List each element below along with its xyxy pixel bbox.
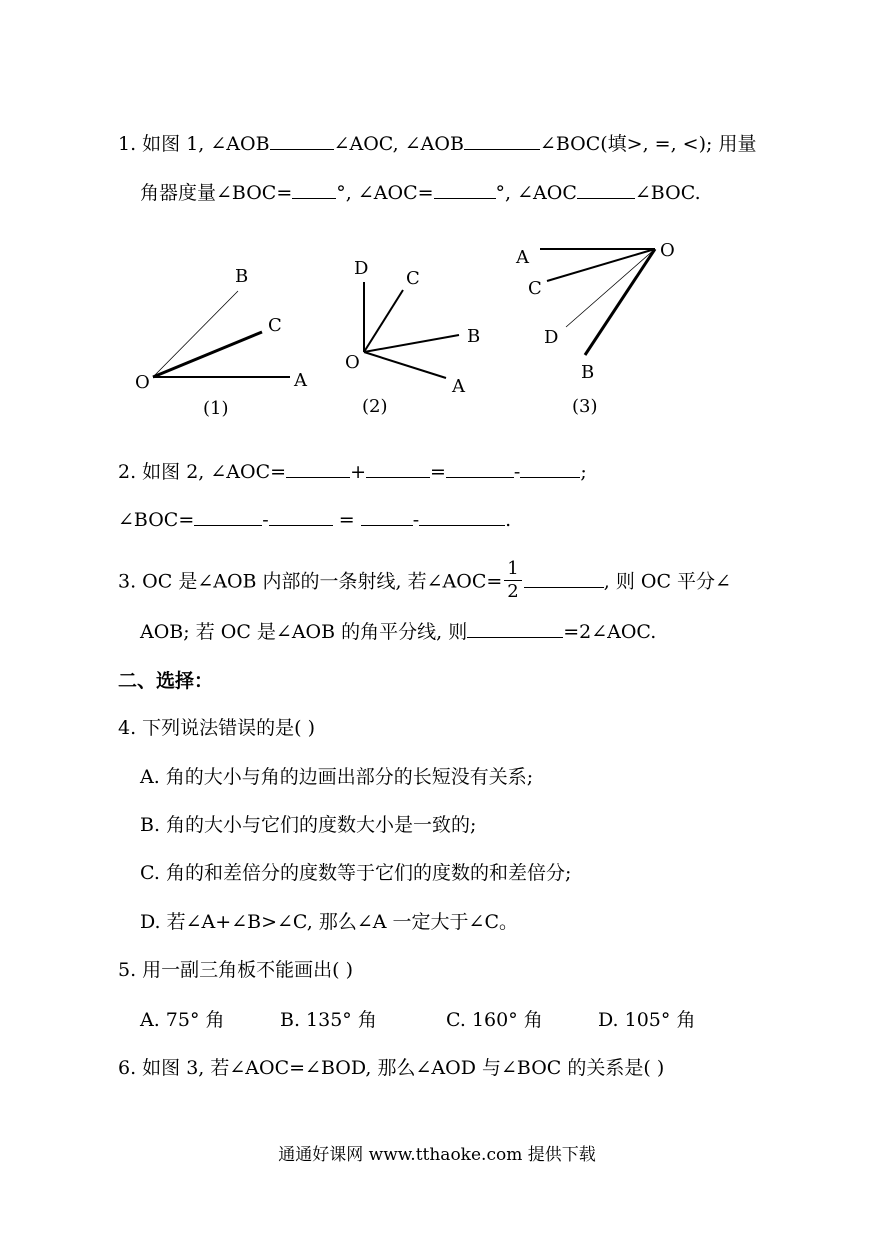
q4-stem: 4. 下列说法错误的是( ) (118, 717, 316, 739)
fig3-label-b: B (581, 362, 595, 383)
q4-option-b[interactable]: B. 角的大小与它们的度数大小是一致的; (140, 814, 477, 836)
q2-minus-2: - (262, 509, 269, 531)
fig2-ray-oc (364, 290, 403, 352)
fig1-label-o: O (135, 372, 150, 393)
q5-stem: 5. 用一副三角板不能画出( ) (118, 959, 354, 981)
q3-frac-den: 2 (507, 581, 519, 602)
q3-line2 (140, 619, 656, 644)
q3-text-c: AOB; 若 OC 是∠AOB 的角平分线, 则 (140, 621, 468, 643)
q3-text-a: 3. OC 是∠AOB 内部的一条射线, 若∠AOC= (118, 570, 503, 593)
q2-blank-3[interactable] (446, 459, 514, 478)
figure-2 (345, 258, 480, 417)
q2-eq: = (429, 461, 446, 483)
q3-frac-num: 1 (504, 558, 521, 581)
q4-option-a[interactable]: A. 角的大小与角的边画出部分的长短没有关系; (140, 766, 534, 788)
q6-stem: 6. 如图 3, 若∠AOC=∠BOD, 那么∠AOD 与∠BOC 的关系是( ) (118, 1057, 665, 1079)
q2-semi: ; (580, 461, 587, 483)
fig2-label-d: D (354, 258, 369, 279)
q2-blank-4[interactable] (520, 459, 580, 478)
q3-fraction (504, 558, 521, 603)
section-heading: 二、选择： (118, 670, 214, 692)
q1-text-g: ∠BOC. (634, 182, 701, 204)
fig1-caption: (1) (203, 398, 229, 419)
q5-options (140, 1008, 695, 1032)
fig1-ray-ob (153, 291, 238, 377)
q1-text-a: 1. 如图 1, ∠AOB (118, 133, 270, 155)
q3-blank-2[interactable] (467, 619, 563, 638)
q2-eq-2: = (338, 509, 355, 531)
fig2-label-a: A (452, 376, 465, 397)
q3-text-b: , 则 OC 平分∠ (603, 570, 731, 593)
fig2-ray-oa (364, 352, 446, 378)
q2-line1 (118, 459, 587, 484)
fig1-label-a: A (294, 370, 307, 391)
q4-option-d[interactable]: D. 若∠A+∠B>∠C, 那么∠A 一定大于∠C。 (140, 911, 518, 933)
q1-text-e: °, ∠AOC= (336, 182, 434, 204)
q2-blank-2[interactable] (366, 459, 430, 478)
q2-dot: . (505, 509, 512, 531)
q3-blank-1[interactable] (524, 569, 604, 588)
q1-text-c: ∠BOC(填>, =, <); 用量 (539, 133, 757, 155)
fig3-label-a: A (516, 247, 529, 268)
q2-blank-8[interactable] (419, 507, 505, 526)
q2-text-a: 2. 如图 2, ∠AOC= (118, 461, 287, 483)
fig1-ray-oc (153, 332, 262, 377)
fig2-caption: (2) (362, 396, 388, 417)
q2-blank-5[interactable] (194, 507, 262, 526)
footer-credit: 通通好课网 www.tthaoke.com 提供下载 (278, 1145, 596, 1165)
q2-blank-1[interactable] (286, 459, 350, 478)
fig2-label-b: B (467, 326, 481, 347)
fig3-ray-ob (585, 249, 655, 355)
fig3-caption: (3) (572, 396, 598, 417)
fig1-label-c: C (268, 315, 282, 336)
angle-figures (0, 0, 874, 440)
q1-text-f: °, ∠AOC (495, 182, 577, 204)
q5-option-a[interactable]: A. 75° 角 (140, 1009, 225, 1031)
fig3-label-d: D (544, 327, 559, 348)
fig2-label-o: O (345, 352, 360, 373)
q5-option-c[interactable]: C. 160° 角 (446, 1009, 543, 1031)
q2-minus: - (513, 461, 521, 483)
q2-line2 (118, 507, 511, 532)
q1-text-b: ∠AOC, ∠AOB (333, 133, 464, 155)
q2-blank-6[interactable] (269, 507, 333, 526)
fig2-ray-ob (364, 335, 459, 352)
fig3-label-c: C (528, 278, 542, 299)
q5-option-b[interactable]: B. 135° 角 (280, 1009, 377, 1031)
q1-text-d: 角器度量∠BOC= (140, 182, 293, 204)
q4-option-c[interactable]: C. 角的和差倍分的度数等于它们的度数的和差倍分; (140, 862, 572, 884)
q2-minus-3: - (412, 509, 420, 531)
fig2-label-c: C (406, 268, 420, 289)
q5-option-d[interactable]: D. 105° 角 (598, 1009, 696, 1031)
q3-text-d: =2∠AOC. (563, 621, 657, 643)
figure-1 (135, 266, 308, 419)
q2-text-b: ∠BOC= (118, 509, 195, 531)
q2-plus: + (350, 461, 366, 483)
fig1-label-b: B (235, 266, 249, 287)
figure-3 (515, 240, 675, 417)
q2-blank-7[interactable] (361, 507, 413, 526)
q3-line1 (118, 560, 731, 605)
fig3-label-o: O (660, 240, 675, 261)
